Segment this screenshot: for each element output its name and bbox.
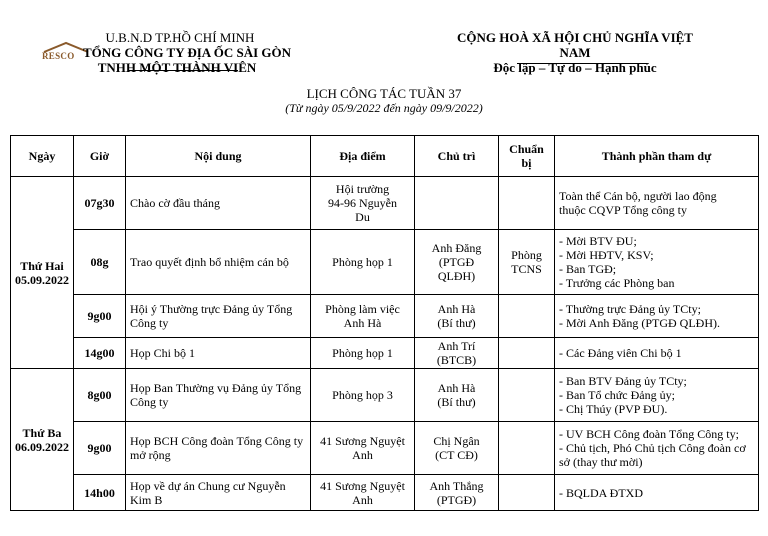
table-row — [11, 338, 759, 369]
location-line: Anh — [352, 448, 373, 462]
col-chair-header: Chủ trì — [415, 136, 499, 177]
col-location-header: Địa điểm — [311, 136, 415, 177]
location-cell — [311, 369, 415, 422]
chair-line: Chị Ngân — [433, 434, 480, 448]
agency-underline — [128, 70, 238, 71]
table-row — [11, 177, 759, 230]
attendee-line: sở (thay thư mời) — [559, 455, 643, 469]
prep-cell — [499, 295, 555, 338]
content-cell: Họp về dự án Chung cư Nguyễn Kim B — [126, 475, 311, 511]
location-line: 94-96 Nguyễn — [328, 196, 397, 210]
agency-line-2: TỔNG CÔNG TY ĐỊA ỐC SÀI GÒN — [82, 45, 292, 60]
location-line: Hội trường — [335, 182, 390, 196]
table-row — [11, 230, 759, 295]
prep-line: TCNS — [511, 262, 542, 276]
schedule-body — [11, 177, 759, 511]
day-label: 06.09.2022 — [15, 439, 69, 454]
content-cell: Họp BCH Công đoàn Tổng Công ty mở rộng — [126, 422, 311, 475]
prep-cell — [499, 338, 555, 369]
attendees-cell — [555, 177, 759, 230]
content-cell: Trao quyết định bổ nhiệm cán bộ — [126, 230, 311, 295]
location-cell — [311, 230, 415, 295]
chair-cell — [415, 475, 499, 511]
chair-line: Anh Hà — [437, 302, 476, 316]
location-line: 41 Sương Nguyệt — [320, 434, 405, 448]
location-line: Phòng họp 3 — [332, 388, 393, 402]
attendee-line: - Các Đảng viên Chi bộ 1 — [559, 346, 682, 360]
attendees-cell — [555, 369, 759, 422]
attendee-line: - Chủ tịch, Phó Chủ tịch Công đoàn cơ — [559, 441, 746, 455]
chair-cell — [415, 338, 499, 369]
location-line: Anh — [352, 492, 373, 507]
prep-cell — [499, 230, 555, 295]
agency-line-1: U.B.N.D TP.HỒ CHÍ MINH — [105, 30, 255, 45]
attendee-line: thuộc CQVP Tổng công ty — [559, 203, 687, 217]
chair-line: (Bí thư) — [437, 395, 476, 409]
logo-text: RESCO — [42, 51, 75, 61]
attendee-line: - Ban Tổ chức Đảng ủy; — [559, 388, 675, 402]
hour-cell: 9g00 — [74, 295, 126, 338]
agency-header — [40, 30, 300, 75]
chair-line: (PTGĐ) — [436, 492, 477, 507]
agency-line-3: TNHH MỘT THÀNH VIÊN — [97, 60, 257, 75]
day-label: Thứ Hai — [20, 258, 64, 273]
location-cell — [311, 295, 415, 338]
col-attendees-header: Thành phần tham dự — [555, 136, 759, 177]
attendees-cell — [555, 295, 759, 338]
page-subtitle: (Từ ngày 05/9/2022 đến ngày 09/9/2022) — [285, 101, 483, 115]
header-row — [11, 136, 759, 177]
chair-cell — [415, 295, 499, 338]
content-cell: Họp Ban Thường vụ Đảng ủy Tổng Công ty — [126, 369, 311, 422]
hour-cell: 08g — [74, 230, 126, 295]
location-cell — [311, 422, 415, 475]
attendees-cell — [555, 338, 759, 369]
national-underline — [517, 63, 647, 64]
col-hour-header: Giờ — [74, 136, 126, 177]
chair-cell — [415, 369, 499, 422]
day-label: 05.09.2022 — [15, 272, 69, 287]
table-row — [11, 295, 759, 338]
national-motto-1: CỘNG HOÀ XÃ HỘI CHỦ NGHĨA VIỆT NAM — [457, 30, 693, 60]
chair-cell — [415, 230, 499, 295]
content-cell: Hội ý Thường trực Đảng ủy Tổng Công ty — [126, 295, 311, 338]
chair-line: Anh Trí — [437, 339, 476, 353]
schedule-table — [10, 135, 759, 511]
content-cell: Chào cờ đầu tháng — [126, 177, 311, 230]
day-label: Thứ Ba — [22, 425, 62, 440]
location-line: 41 Sương Nguyệt — [320, 478, 405, 493]
location-cell — [311, 177, 415, 230]
location-cell — [311, 338, 415, 369]
attendee-line: - Mời HĐTV, KSV; — [559, 248, 654, 262]
attendee-line: - Mời Anh Đăng (PTGĐ QLĐH). — [559, 316, 720, 330]
chair-line: (CT CĐ) — [435, 448, 478, 462]
location-line: Phòng họp 1 — [332, 346, 393, 360]
prep-cell — [499, 369, 555, 422]
day-cell — [11, 369, 74, 511]
national-motto-2: Độc lập – Tự do – Hạnh phúc — [493, 60, 657, 75]
chair-line: (PTGĐ QLĐH) — [437, 255, 476, 283]
prep-cell — [499, 475, 555, 511]
chair-line: (BTCB) — [436, 353, 477, 367]
location-line: Anh Hà — [343, 316, 382, 330]
attendee-line: - Mời BTV ĐU; — [559, 234, 637, 248]
attendee-line: - Trưởng các Phòng ban — [559, 276, 675, 290]
location-line: Phòng làm việc — [325, 302, 400, 316]
hour-cell: 9g00 — [74, 422, 126, 475]
day-cell — [11, 177, 74, 369]
attendees-cell — [555, 475, 759, 511]
chair-line: Anh Đăng — [431, 241, 482, 255]
attendee-line: Toàn thể Cán bộ, người lao động — [559, 189, 717, 203]
location-cell — [311, 475, 415, 511]
prep-line: Phòng — [511, 248, 542, 262]
col-prep-header: Chuẩn bị — [499, 136, 555, 177]
attendees-cell — [555, 230, 759, 295]
page-title: LỊCH CÔNG TÁC TUẦN 37 — [306, 86, 462, 101]
hour-cell: 14g00 — [74, 338, 126, 369]
table-row — [11, 422, 759, 475]
prep-cell — [499, 177, 555, 230]
hour-cell: 14h00 — [74, 475, 126, 511]
attendee-line: - Thường trực Đảng ủy TCty; — [559, 302, 701, 316]
location-line: Phòng họp 1 — [332, 255, 393, 269]
attendee-line: - Ban BTV Đảng ủy TCty; — [559, 374, 687, 388]
col-day-header: Ngày — [11, 136, 74, 177]
prep-cell — [499, 422, 555, 475]
hour-cell: 8g00 — [74, 369, 126, 422]
attendee-line: - UV BCH Công đoàn Tổng Công ty; — [559, 427, 739, 441]
attendee-line: - Ban TGĐ; — [559, 262, 617, 276]
location-line: Du — [355, 210, 370, 224]
chair-line: (Bí thư) — [437, 316, 476, 330]
chair-line: Anh Thắng — [429, 478, 484, 493]
attendees-cell — [555, 422, 759, 475]
chair-cell — [415, 177, 499, 230]
national-header — [440, 30, 710, 75]
table-row — [11, 475, 759, 511]
attendee-line: - BQLDA ĐTXD — [559, 485, 643, 500]
chair-cell — [415, 422, 499, 475]
attendee-line: - Chị Thúy (PVP ĐU). — [559, 402, 668, 416]
table-row — [11, 369, 759, 422]
hour-cell: 07g30 — [74, 177, 126, 230]
content-cell: Họp Chi bộ 1 — [126, 338, 311, 369]
schedule-header — [11, 136, 759, 177]
col-content-header: Nội dung — [126, 136, 311, 177]
chair-line: Anh Hà — [437, 381, 476, 395]
